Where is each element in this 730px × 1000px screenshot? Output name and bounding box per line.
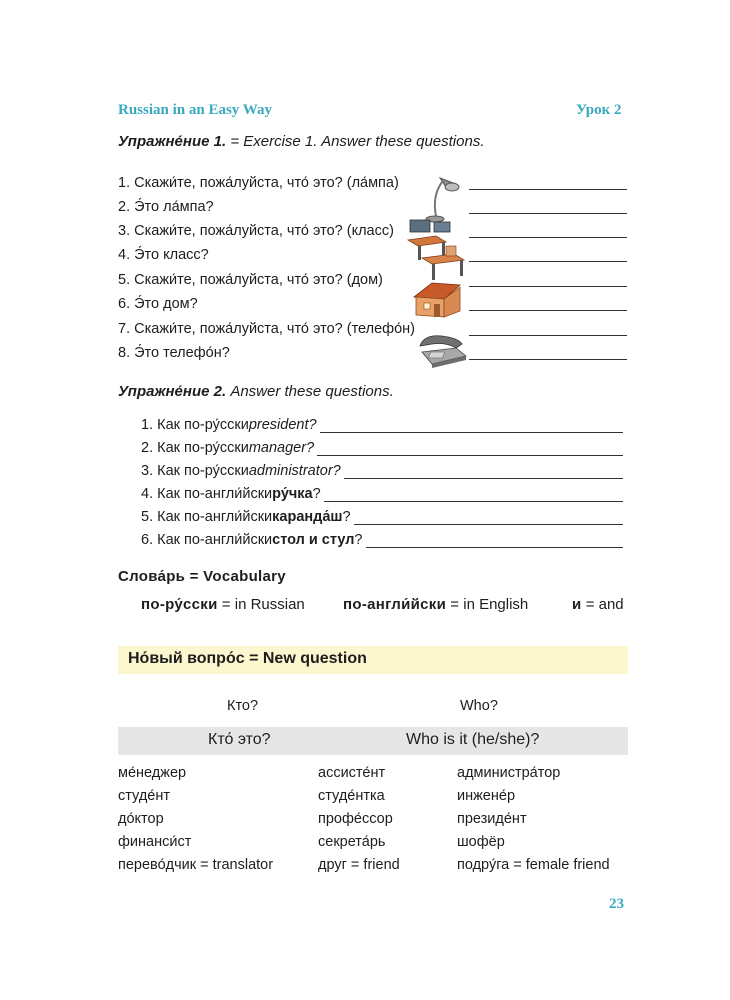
vocabulary-term: и bbox=[572, 596, 582, 613]
word-col3-1: администра́тор bbox=[457, 765, 561, 781]
question-word: ру́чка bbox=[272, 486, 313, 502]
answer-line[interactable] bbox=[317, 442, 623, 456]
vocabulary-meaning: = in Russian bbox=[217, 596, 305, 613]
exercise-2-item-5 bbox=[141, 509, 623, 525]
answer-line[interactable] bbox=[469, 310, 627, 311]
exercise-2-title-instruction: Answer these questions. bbox=[226, 383, 394, 400]
telephone-illustration bbox=[416, 332, 468, 370]
answer-line[interactable] bbox=[469, 213, 627, 214]
word-col3-3: президе́нт bbox=[457, 811, 527, 827]
exercise-2-item-2 bbox=[141, 440, 623, 456]
new-question-banner bbox=[118, 646, 628, 674]
question-word: administrator? bbox=[248, 463, 341, 479]
word-col1-5: перево́дчик = translator bbox=[118, 857, 274, 873]
question-prefix: 2. Как по-ру́сски bbox=[141, 440, 249, 456]
question-prefix: 3. Как по-ру́сски bbox=[141, 463, 249, 479]
new-question-title bbox=[128, 650, 367, 668]
house-illustration bbox=[410, 281, 464, 319]
new-question-title-rest: = New question bbox=[244, 650, 367, 667]
exercise-1-title-bold: Упражне́ние 1. bbox=[118, 133, 227, 150]
vocabulary-term: по-ру́сски bbox=[141, 596, 218, 613]
exercise-1-item-2: 2. Э́то ла́мпа? bbox=[118, 199, 214, 215]
word-col1-2: студе́нт bbox=[118, 788, 170, 804]
kto-label: Кто? bbox=[227, 698, 259, 714]
answer-line[interactable] bbox=[469, 237, 627, 238]
vocabulary-meaning: = in English bbox=[446, 596, 529, 613]
page-number: 23 bbox=[609, 896, 624, 912]
question-bar bbox=[118, 727, 628, 755]
exercise-1-title bbox=[118, 133, 485, 150]
vocabulary-title-rest: = Vocabulary bbox=[185, 568, 286, 585]
question-word: manager? bbox=[248, 440, 315, 456]
word-col3-5: подру́га = female friend bbox=[457, 857, 610, 873]
exercise-1-item-4: 4. Э́то класс? bbox=[118, 247, 209, 263]
new-question-title-bold: Но́вый вопро́с bbox=[128, 650, 245, 667]
lesson-label: Урок 2 bbox=[576, 102, 622, 118]
word-col1-1: ме́неджер bbox=[118, 765, 187, 781]
answer-line[interactable] bbox=[469, 335, 627, 336]
exercise-1-item-3: 3. Скажи́те, пожа́луйста, что́ это? (класс) bbox=[118, 223, 394, 239]
exercise-1-item-5: 5. Скажи́те, пожа́луйста, что́ это? (дом) bbox=[118, 272, 383, 288]
vocabulary-entry bbox=[572, 596, 624, 613]
answer-line[interactable] bbox=[469, 359, 627, 360]
kto-eto-label: Кто́ это? bbox=[208, 731, 271, 748]
vocabulary-title bbox=[118, 568, 286, 585]
exercise-2-item-1 bbox=[141, 417, 623, 433]
answer-line[interactable] bbox=[366, 534, 624, 548]
exercise-2-item-3 bbox=[141, 463, 623, 479]
vocabulary-entry bbox=[141, 596, 305, 613]
question-word: стол и стул bbox=[272, 532, 355, 548]
question-suffix: ? bbox=[342, 509, 351, 525]
exercise-2-title bbox=[118, 383, 394, 400]
word-col2-4: секрета́рь bbox=[318, 834, 386, 850]
question-word: president? bbox=[248, 417, 317, 433]
exercise-2-item-4 bbox=[141, 486, 623, 502]
answer-line[interactable] bbox=[324, 488, 623, 502]
vocabulary-entry bbox=[343, 596, 528, 613]
exercise-1-item-7: 7. Скажи́те, пожа́луйста, что́ это? (телефо́н) bbox=[118, 321, 415, 337]
exercise-1-title-instruction: Answer these questions. bbox=[317, 133, 485, 150]
exercise-1-item-8: 8. Э́то телефо́н? bbox=[118, 345, 230, 361]
exercise-1-item-1: 1. Скажи́те, пожа́луйста, что́ это? (ла́мпа) bbox=[118, 175, 399, 191]
question-prefix: 4. Как по-англи́йски bbox=[141, 486, 273, 502]
book-title: Russian in an Easy Way bbox=[118, 102, 272, 118]
answer-line[interactable] bbox=[354, 511, 623, 525]
word-col2-5: друг = friend bbox=[318, 857, 400, 873]
word-col3-2: инжене́р bbox=[457, 788, 516, 804]
exercise-2-title-bold: Упражне́ние 2. bbox=[118, 383, 227, 400]
question-word: каранда́ш bbox=[272, 509, 343, 525]
question-suffix: ? bbox=[312, 486, 321, 502]
word-col2-1: ассисте́нт bbox=[318, 765, 386, 781]
answer-line[interactable] bbox=[344, 465, 623, 479]
vocabulary-title-bold: Слова́рь bbox=[118, 568, 186, 585]
word-col3-4: шофёр bbox=[457, 834, 505, 850]
word-col2-2: студе́нтка bbox=[318, 788, 385, 804]
answer-line[interactable] bbox=[469, 286, 627, 287]
vocabulary-meaning: = and bbox=[581, 596, 624, 613]
word-col1-4: финанси́ст bbox=[118, 834, 192, 850]
question-suffix: ? bbox=[354, 532, 363, 548]
question-prefix: 5. Как по-англи́йски bbox=[141, 509, 273, 525]
exercise-2-item-6 bbox=[141, 532, 623, 548]
vocabulary-term: по-англи́йски bbox=[343, 596, 447, 613]
lamp-illustration bbox=[418, 176, 466, 224]
classroom-illustration bbox=[406, 218, 466, 284]
word-col1-3: до́ктор bbox=[118, 811, 164, 827]
who-is-it-label: Who is it (he/she)? bbox=[406, 731, 540, 748]
exercise-1-title-rest: = Exercise 1. bbox=[226, 133, 318, 150]
question-prefix: 6. Как по-англи́йски bbox=[141, 532, 273, 548]
answer-line[interactable] bbox=[469, 261, 627, 262]
exercise-1-item-6: 6. Э́то дом? bbox=[118, 296, 198, 312]
answer-line[interactable] bbox=[320, 419, 623, 433]
answer-line[interactable] bbox=[469, 189, 627, 190]
word-col2-3: профе́ссор bbox=[318, 811, 393, 827]
question-prefix: 1. Как по-ру́сски bbox=[141, 417, 249, 433]
who-label: Who? bbox=[460, 698, 498, 714]
